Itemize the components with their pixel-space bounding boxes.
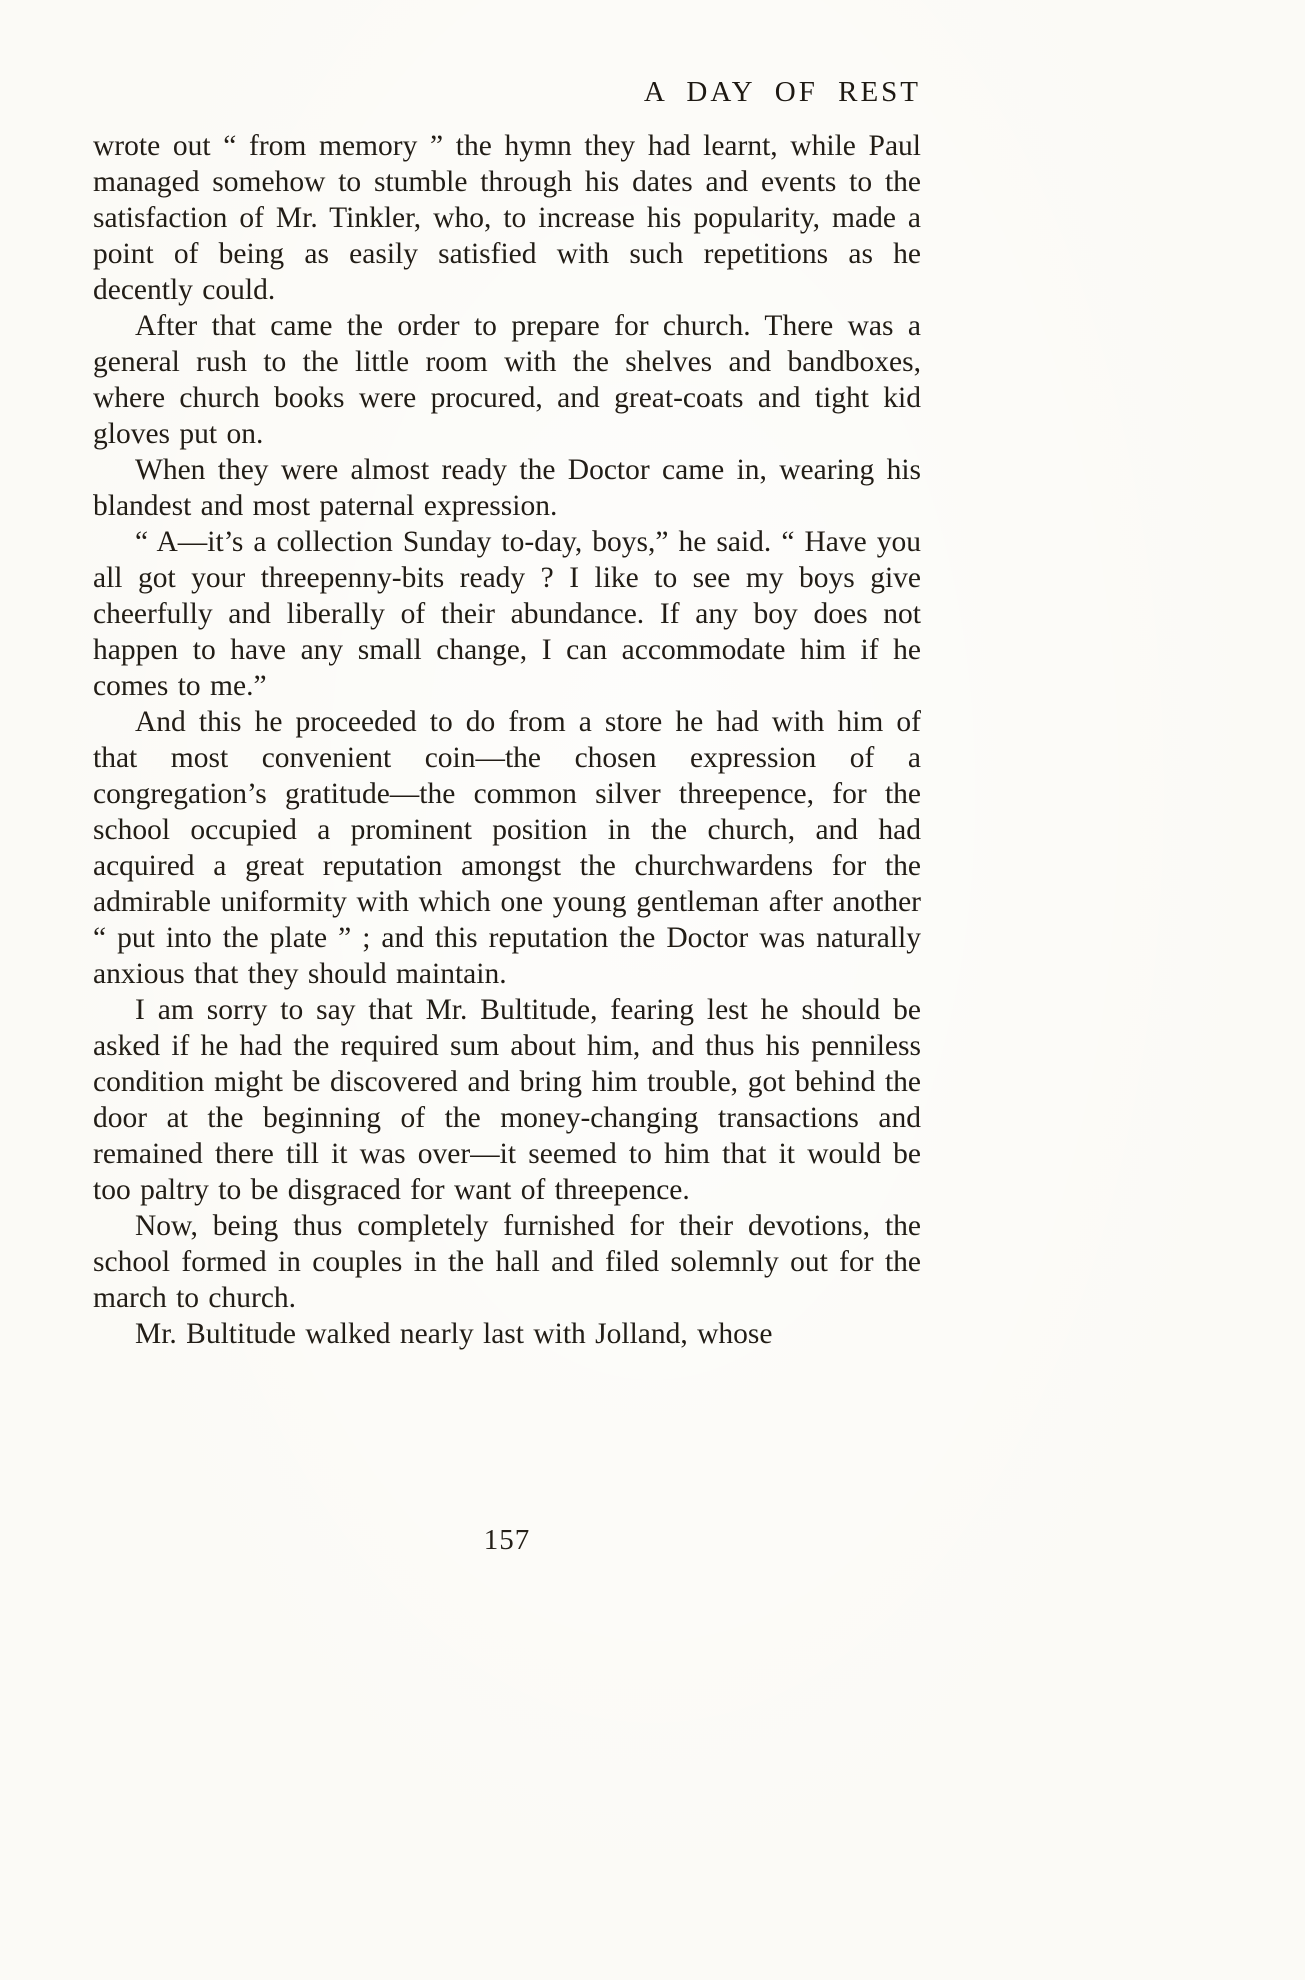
paragraph: After that came the order to prepare for church. There was a general rush to the little room with the shelves and bandboxes, where church books were procured, and great-coats and tight kid gloves put on.: [93, 310, 921, 450]
paragraph: And this he proceeded to do from a store he had with him of that most convenient coin—the chosen expression of a congregation’s gratitude—the common silver threepence, for the school occupied a prominent position in the church, and had acquired a great reputation amongst the churchwardens for the admirable uniformity with which one young gentleman after another “ put into the plate ” ; and this reputation the Doctor was naturally anxious that they should maintain.: [93, 706, 921, 990]
running-head: A DAY OF REST: [643, 76, 921, 108]
paragraph: When they were almost ready the Doctor came in, wearing his blandest and most paternal expression.: [93, 454, 921, 522]
paragraph: Now, being thus completely furnished for their devotions, the school formed in couples in the hall and filed solemnly out for the march to church.: [93, 1210, 921, 1314]
paragraph: “ A—it’s a collection Sunday to-day, boys,” he said. “ Have you all got your threepenny-bits ready ? I like to see my boys give cheerfully and liberally of their abundance. If any boy does not happen to have any small change, I can accommodate him if he comes to me.”: [93, 526, 921, 702]
page-number: 157: [483, 1524, 531, 1556]
body-text: [93, 128, 921, 1352]
paragraph: Mr. Bultitude walked nearly last with Jolland, whose: [135, 1318, 773, 1350]
paragraph: I am sorry to say that Mr. Bultitude, fearing lest he should be asked if he had the required sum about him, and thus his penniless condition might be discovered and bring him trouble, got behind the door at the beginning of the money-changing transactions and remained there till it was over—it seemed to him that it would be too paltry to be disgraced for want of threepence.: [93, 994, 921, 1206]
paragraph: wrote out “ from memory ” the hymn they had learnt, while Paul managed somehow to stumble through his dates and events to the satisfaction of Mr. Tinkler, who, to increase his popularity, made a point of being as easily satisfied with such repetitions as he decently could.: [93, 130, 921, 306]
